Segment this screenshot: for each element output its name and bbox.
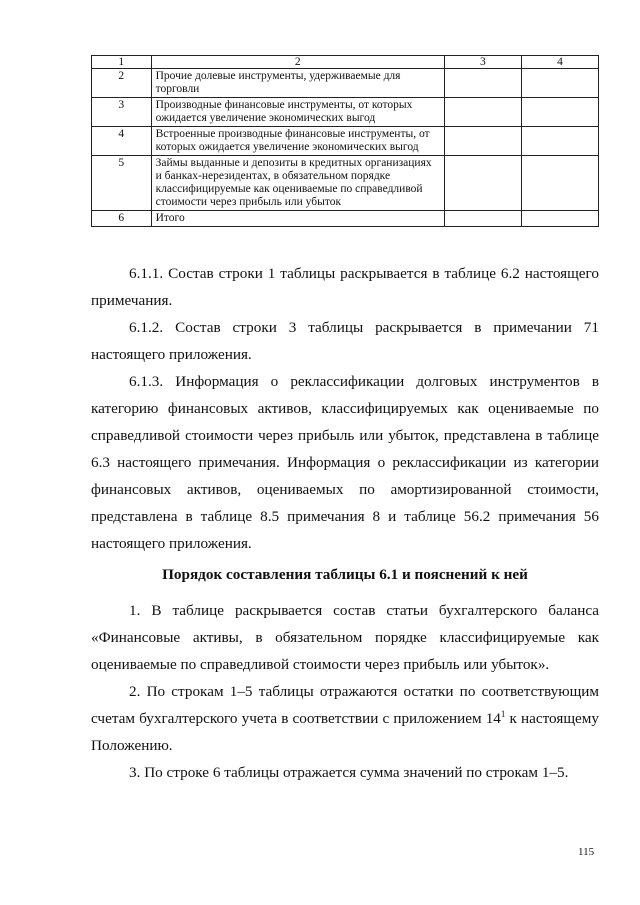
header-cell: 2 [151,56,444,69]
table-row [92,211,599,227]
row-number: 6 [92,211,152,227]
section-title: Порядок составления таблицы 6.1 и пояснений к ней [162,566,528,583]
table-row [92,98,599,127]
instruction-2-tail: к настоящему Положению. [91,710,599,754]
row-number: 2 [92,69,152,98]
row-text: Займы выданные и депозиты в кредитных организациях и банках-нерезидентах, в обязательном порядке классифицируемые как оцениваемые по справедливой стоимости через прибыль или убыток [151,156,444,211]
header-cell: 3 [444,56,521,69]
empty-cell [521,127,598,156]
row-text: Встроенные производные финансовые инструменты, от которых ожидается увеличение экономических выгод [151,127,444,156]
row-text: Производные финансовые инструменты, от которых ожидается увеличение экономических выгод [151,98,444,127]
empty-cell [444,98,521,127]
table-row [92,127,599,156]
instruction-1: 1. В таблице раскрывается состав статьи бухгалтерского баланса «Финансовые активы, в обязательном порядке классифицируемые как оцениваемые по справедливой стоимости через прибыль или убыток». [91,602,599,673]
paragraph-6-1-1: 6.1.1. Состав строки 1 таблицы раскрывается в таблице 6.2 настоящего примечания. [91,265,599,309]
empty-cell [521,98,598,127]
empty-cell [521,69,598,98]
header-cell: 4 [521,56,598,69]
empty-cell [444,127,521,156]
header-cell: 1 [92,56,152,69]
instruction-2-text: 2. По строкам 1–5 таблицы отражаются остатки по соответствующим счетам бухгалтерского учета в соответствии с приложением 14 [91,683,599,727]
instruction-3: 3. По строке 6 таблицы отражается сумма значений по строкам 1–5. [129,764,569,781]
empty-cell [444,156,521,211]
table-row [92,156,599,211]
empty-cell [444,211,521,227]
row-number: 5 [92,156,152,211]
row-text: Итого [151,211,444,227]
empty-cell [521,211,598,227]
empty-cell [444,69,521,98]
page-number: 115 [578,846,595,858]
table-header-row [92,56,599,69]
instruction-2 [91,678,599,759]
empty-cell [521,156,598,211]
table-row [92,69,599,98]
paragraph-6-1-2: 6.1.2. Состав строки 3 таблицы раскрывается в примечании 71 настоящего приложения. [91,319,599,363]
row-number: 3 [92,98,152,127]
row-text: Прочие долевые инструменты, удерживаемые для торговли [151,69,444,98]
footnote-superscript: 1 [500,709,506,719]
document-table [91,55,599,227]
paragraph-6-1-3: 6.1.3. Информация о реклассификации долговых инструментов в категорию финансовых активов, классифицируемых как оцениваемые по справедливой стоимости через прибыль или убыток, представлена в таблице 6.3 настоящего примечания. Информация о реклассификации из категории финансовых активов, оцениваемых по амортизированной стоимости, представлена в таблице 8.5 примечания 8 и таблице 56.2 примечания 56 настоящего приложения. [91,373,599,552]
row-number: 4 [92,127,152,156]
